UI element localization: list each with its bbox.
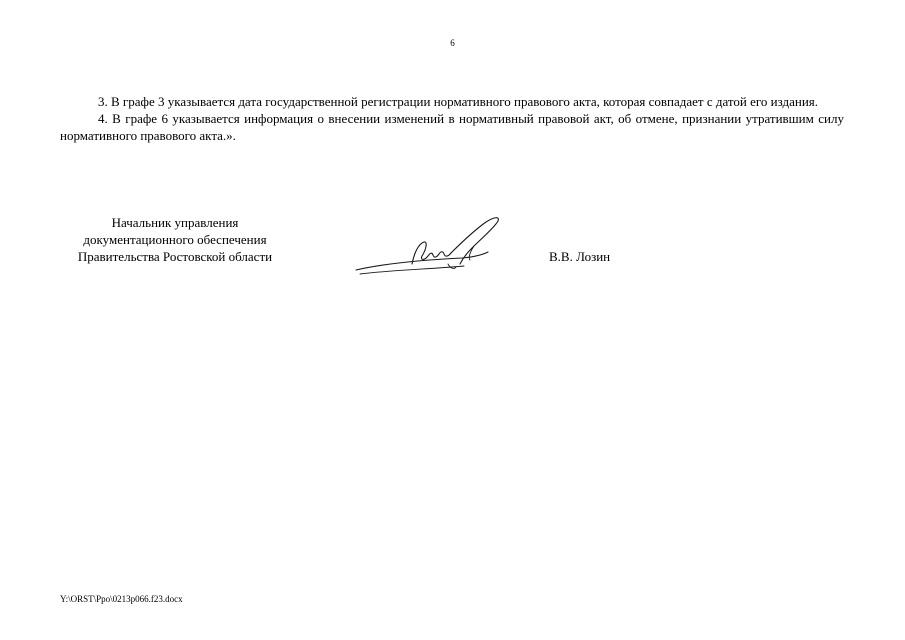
position-line: документационного обеспечения	[83, 232, 267, 247]
signer-name: В.В. Лозин	[549, 249, 611, 264]
document-body	[60, 93, 844, 144]
position-line: Начальник управления	[111, 215, 239, 230]
file-path: Y:\ORST\Ppo\0213p066.f23.docx	[60, 594, 183, 604]
handwritten-signature-icon	[352, 214, 507, 280]
paragraph-item-3: 3. В графе 3 указывается дата государственной регистрации нормативного правового акта, которая совпадает с датой его издания.	[98, 94, 819, 109]
page-number: 6	[450, 38, 455, 48]
paragraph-item-4: 4. В графе 6 указывается информация о внесении изменений в нормативный правовой акт, об отмене, признании утратившим силу нормативного правового акта.».	[60, 111, 844, 143]
signatory-position	[58, 214, 292, 265]
position-line: Правительства Ростовской области	[77, 249, 273, 264]
